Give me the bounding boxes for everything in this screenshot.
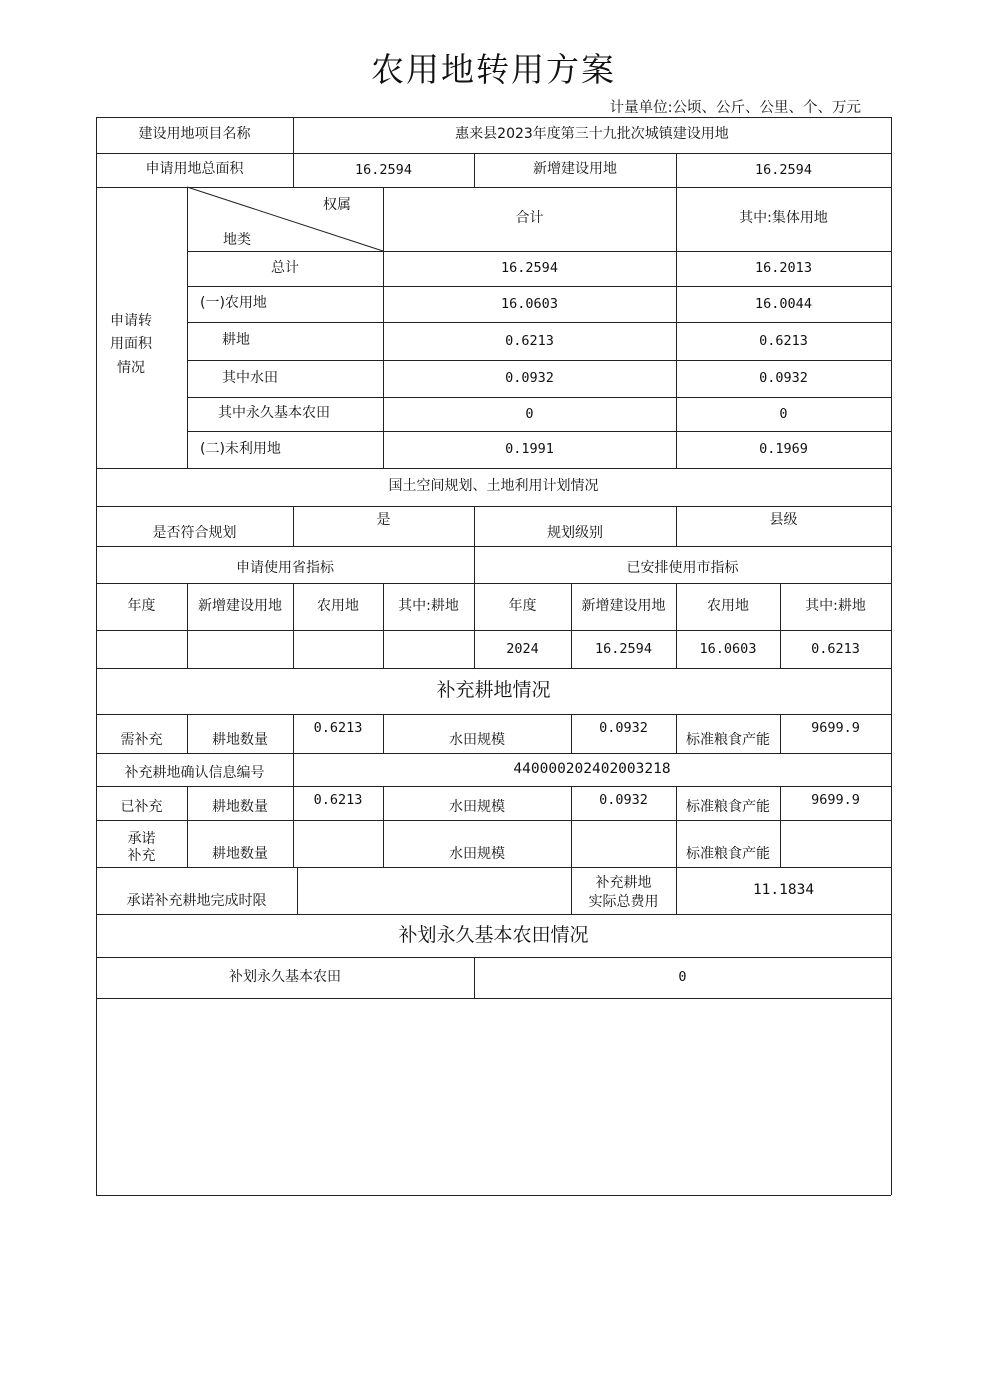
row-total: 0 [525, 405, 534, 422]
row-total: 0.0932 [505, 370, 554, 387]
confirm-label: 补充耕地确认信息编号 [124, 764, 265, 781]
indicator-value [96, 630, 187, 668]
page-title: 农用地转用方案 [371, 50, 616, 89]
indicator-header: 农用地 [707, 597, 749, 614]
row-label: 耕地 [222, 332, 250, 349]
indicator-header: 年度 [127, 597, 156, 614]
need-grain-label: 标准粮食产能 [686, 731, 770, 748]
indicator-value: 2024 [506, 640, 539, 657]
need-label: 需补充 [120, 731, 163, 748]
row-total: 0.1991 [505, 441, 554, 458]
conform-value: 是 [376, 512, 391, 528]
row-total: 16.0603 [501, 295, 558, 312]
row-label: 总计 [271, 259, 299, 276]
promise-paddy-label: 水田规模 [449, 845, 505, 862]
indicator-header: 其中:耕地 [398, 597, 459, 614]
conversion-side-label: 申请转 用面积 情况 [110, 313, 152, 376]
remarks-area [96, 998, 891, 1195]
need-paddy-label: 水田规模 [449, 731, 505, 748]
level-value: 县级 [769, 512, 798, 528]
done-paddy-label: 水田规模 [449, 798, 505, 815]
col-total: 合计 [515, 210, 544, 227]
done-qty-label: 耕地数量 [212, 798, 268, 815]
done-grain: 9699.9 [811, 792, 860, 808]
done-grain-label: 标准粮食产能 [686, 798, 770, 815]
row-collective: 0.6213 [759, 332, 808, 349]
indicator-value: 16.2594 [595, 640, 652, 657]
new-construction-value: 16.2594 [755, 161, 812, 178]
indicator-header: 其中:耕地 [805, 597, 866, 614]
project-name-value: 惠来县2023年度第三十九批次城镇建设用地 [455, 126, 729, 143]
indicator-header: 农用地 [317, 597, 359, 614]
row-total: 0.6213 [505, 332, 554, 349]
row-label: 其中永久基本农田 [218, 405, 330, 422]
basic-farmland-label: 补划永久基本农田 [229, 968, 341, 985]
indicator-header: 新增建设用地 [198, 597, 282, 614]
indicator-value [383, 630, 474, 668]
city-indicator-label: 已安排使用市指标 [626, 559, 739, 576]
indicator-header: 年度 [508, 597, 537, 614]
row-label: (一)农用地 [200, 295, 267, 312]
header-type: 地类 [223, 232, 251, 249]
row-collective: 16.0044 [755, 295, 812, 312]
indicator-value [187, 630, 293, 668]
done-paddy: 0.0932 [599, 792, 648, 808]
row-collective: 0.0932 [759, 370, 808, 387]
total-area-value: 16.2594 [355, 161, 412, 178]
basic-farmland-value: 0 [678, 969, 687, 986]
indicator-header: 新增建设用地 [581, 597, 666, 614]
promise-paddy [571, 820, 676, 867]
deadline-label: 承诺补充耕地完成时限 [126, 892, 267, 909]
indicator-value [293, 630, 383, 668]
province-indicator-label: 申请使用省指标 [236, 559, 334, 576]
promise-grain-label: 标准粮食产能 [686, 845, 770, 862]
cost-value: 11.1834 [752, 882, 815, 899]
total-area-label: 申请用地总面积 [145, 161, 244, 178]
level-label: 规划级别 [547, 524, 603, 541]
project-name-label: 建设用地项目名称 [138, 126, 251, 143]
done-label: 已补充 [120, 798, 163, 815]
row-label: (二)未利用地 [200, 440, 281, 457]
row-total: 16.2594 [501, 260, 558, 277]
need-grain: 9699.9 [811, 720, 860, 736]
indicator-value: 0.6213 [811, 640, 860, 657]
unit-note: 计量单位:公顷、公斤、公里、个、万元 [609, 100, 861, 116]
promise-qty-label: 耕地数量 [212, 845, 268, 862]
row-collective: 16.2013 [755, 260, 812, 277]
conform-label: 是否符合规划 [152, 524, 237, 541]
header-owner: 权属 [323, 197, 351, 214]
deadline-value [297, 867, 571, 914]
col-collective: 其中:集体用地 [739, 210, 828, 227]
promise-qty [293, 820, 383, 867]
row-label: 其中水田 [222, 369, 278, 386]
need-qty-label: 耕地数量 [212, 731, 268, 748]
row-collective: 0 [779, 405, 788, 422]
promise-label: 承诺 补充 [127, 830, 156, 864]
basic-farmland-section-title: 补划永久基本农田情况 [398, 923, 589, 946]
indicator-value: 16.0603 [699, 640, 757, 657]
planning-section-title: 国土空间规划、土地利用计划情况 [388, 478, 599, 495]
need-qty: 0.6213 [313, 720, 363, 736]
need-paddy: 0.0932 [599, 720, 648, 736]
done-qty: 0.6213 [313, 792, 363, 808]
new-construction-label: 新增建设用地 [533, 161, 617, 178]
cost-label: 补充耕地 实际总费用 [588, 874, 659, 910]
promise-grain [780, 820, 891, 867]
supplement-section-title: 补充耕地情况 [436, 679, 551, 702]
confirm-value: 440000202402003218 [513, 761, 671, 777]
row-collective: 0.1969 [759, 441, 808, 458]
